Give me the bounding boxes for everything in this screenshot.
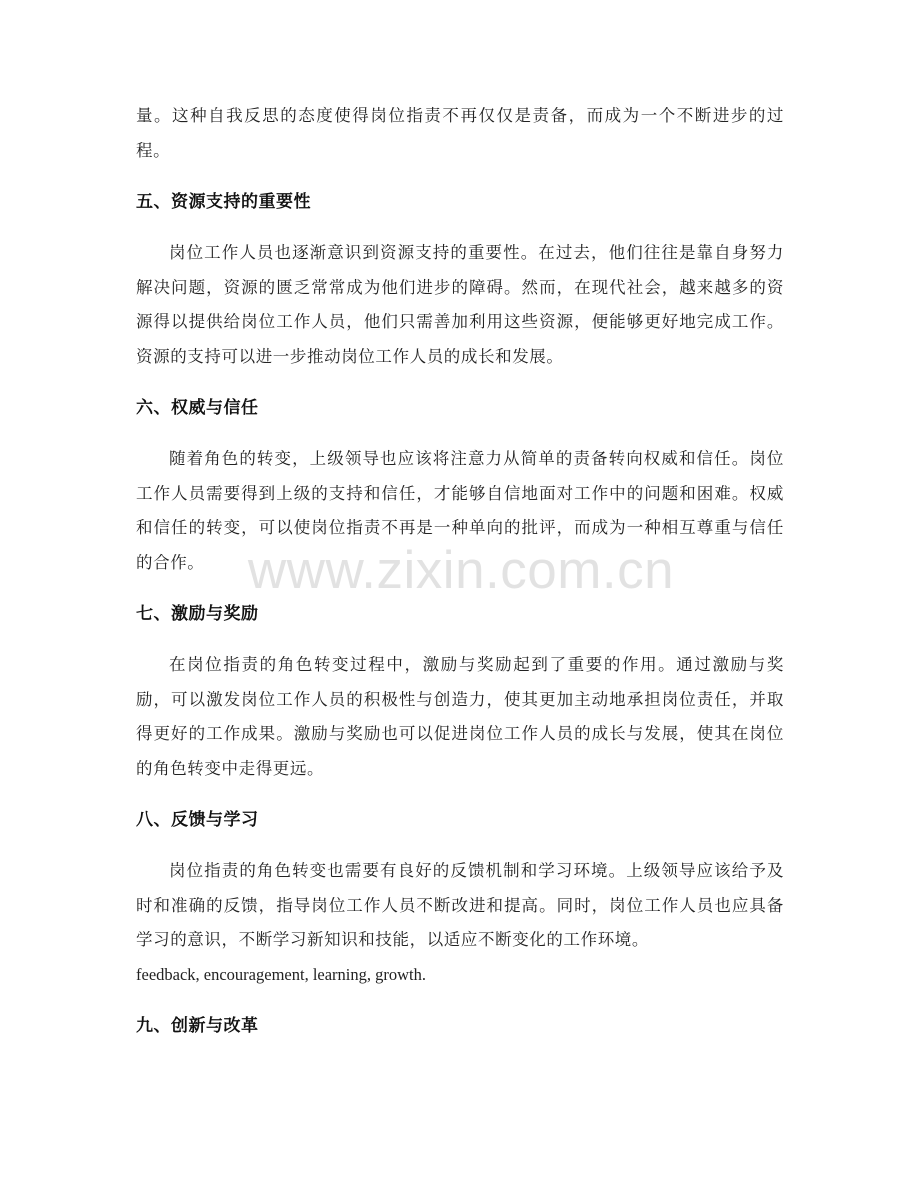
intro-paragraph: 量。这种自我反思的态度使得岗位指责不再仅仅是责备，而成为一个不断进步的过程。 bbox=[136, 106, 784, 160]
section-body-incentive-reward: 在岗位指责的角色转变过程中，激励与奖励起到了重要的作用。通过激励与奖励，可以激发岗位工作人员的积极性与创造力，使其更加主动地承担岗位责任，并取得更好的工作成果。激励与奖励也可以促进岗位工作人员的成长与发展，使其在岗位的角色转变中走得更远。 bbox=[136, 655, 784, 778]
watermark-text: www.zixin.com.cn bbox=[247, 541, 675, 600]
section-body-feedback-learning: 岗位指责的角色转变也需要有良好的反馈机制和学习环境。上级领导应该给予及时和准确的反馈，指导岗位工作人员不断改进和提高。同时，岗位工作人员也应具备学习的意识，不断学习新知识和技能，以适应不断变化的工作环境。 bbox=[136, 861, 784, 949]
section-heading-innovation-reform: 九、创新与改革 bbox=[136, 1016, 259, 1036]
document-body bbox=[136, 99, 784, 1043]
section-heading-authority-trust: 六、权威与信任 bbox=[136, 398, 259, 418]
section-tail-english-keywords: feedback, encouragement, learning, growth. bbox=[136, 964, 426, 984]
section-heading-resources: 五、资源支持的重要性 bbox=[136, 192, 311, 212]
section-heading-feedback-learning: 八、反馈与学习 bbox=[136, 810, 259, 830]
section-body-authority-trust: 随着角色的转变，上级领导也应该将注意力从简单的责备转向权威和信任。岗位工作人员需要得到上级的支持和信任，才能够自信地面对工作中的问题和困难。权威和信任的转变，可以使岗位指责不再是一种单向的批评，而成为一种相互尊重与信任的合作。 bbox=[136, 449, 784, 572]
section-body-resources: 岗位工作人员也逐渐意识到资源支持的重要性。在过去，他们往往是靠自身努力解决问题，资源的匮乏常常成为他们进步的障碍。然而，在现代社会，越来越多的资源得以提供给岗位工作人员，他们只需善加利用这些资源，便能够更好地完成工作。资源的支持可以进一步推动岗位工作人员的成长和发展。 bbox=[136, 243, 784, 366]
section-heading-incentive-reward: 七、激励与奖励 bbox=[136, 604, 259, 624]
